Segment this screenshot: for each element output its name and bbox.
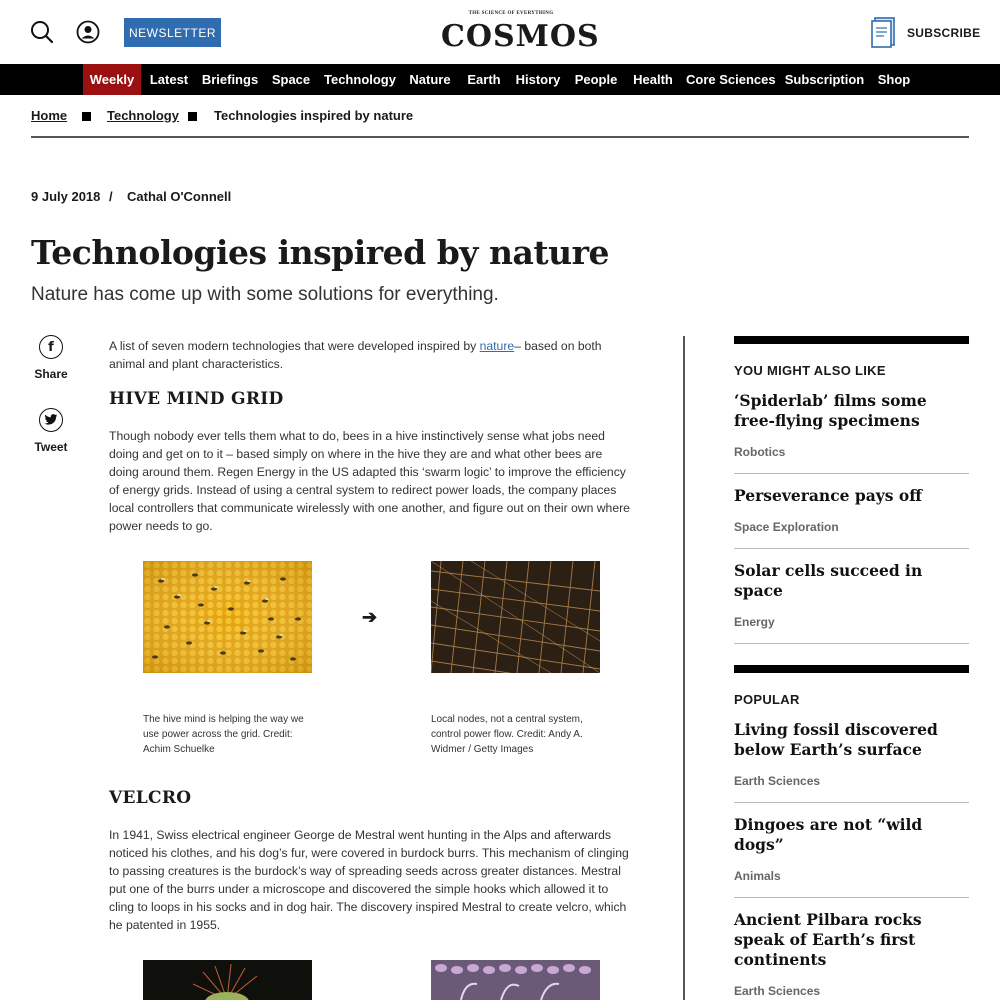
honeycomb-bees-image (143, 561, 312, 673)
breadcrumb-separator-icon (188, 112, 197, 121)
nav-item-history[interactable]: History (515, 72, 561, 87)
also-like-item[interactable] (734, 391, 969, 474)
also-like-title[interactable]: Perseverance pays off (734, 486, 922, 505)
section-body-hive-mind: Though nobody ever tells them what to do, bees in a hive instinctively sense what jobs need doing and get on to it – based simply on where in the hive they are and what other bees are doing around them. Regen Energy in the US adapted this ‘swarm logic’ to improve the efficiency of energy grids. Instead of using a central system to redirect power loads, the company places local controllers that communicate wirelessly with one another, and figure out on their own where power needs to go. (109, 429, 630, 533)
breadcrumb-home[interactable]: Home (31, 108, 68, 123)
popular-title[interactable]: Living fossil discovered below Earth’s surface (734, 720, 938, 759)
image-caption-hive: The hive mind is helping the way we use power across the grid. Credit: Achim Schuelke (143, 714, 304, 755)
site-header (0, 0, 1000, 64)
also-like-heading: YOU MIGHT ALSO LIKE (734, 363, 886, 378)
search-icon[interactable] (30, 20, 54, 44)
magazine-icon[interactable] (870, 17, 896, 48)
breadcrumb-separator-icon (82, 112, 91, 121)
popular-category: Earth Sciences (734, 984, 821, 998)
nature-link[interactable]: nature (479, 339, 515, 353)
also-like-category: Robotics (734, 445, 786, 459)
popular-item[interactable] (734, 720, 969, 803)
nav-item-earth[interactable]: Earth (467, 72, 501, 87)
popular-title[interactable]: Dingoes are not “wild dogs” (734, 815, 923, 854)
article-intro: A list of seven modern technologies that were developed inspired by nature– based on both animal and plant characteristics. (109, 339, 602, 371)
nav-item-core-sciences[interactable]: Core Sciences (686, 72, 776, 87)
section-heading-velcro: VELCRO (109, 788, 192, 808)
site-logo[interactable]: COSMOS (441, 19, 600, 54)
burdock-burr-image (143, 960, 312, 1000)
subscribe-link[interactable]: SUBSCRIBE (907, 26, 981, 40)
logo-tagline: THE SCIENCE OF EVERYTHING (468, 11, 554, 16)
tweet-button[interactable] (31, 408, 71, 454)
article-author[interactable]: Cathal O'Connell (127, 189, 232, 204)
nav-item-shop[interactable]: Shop (877, 72, 911, 87)
facebook-icon: f (39, 335, 63, 359)
velcro-hooks-image (431, 960, 600, 1000)
panel-top-bar (734, 336, 969, 344)
account-icon[interactable] (76, 20, 100, 44)
nav-item-weekly[interactable]: Weekly (83, 64, 141, 95)
breadcrumb-technology[interactable]: Technology (107, 108, 179, 123)
popular-category: Animals (734, 869, 781, 883)
share-label: Share (34, 367, 68, 381)
also-like-title[interactable]: ‘Spiderlab’ films some free-flying specimens (734, 391, 927, 430)
breadcrumb-current: Technologies inspired by nature (214, 108, 414, 123)
nav-item-technology[interactable]: Technology (324, 72, 396, 87)
also-like-title[interactable]: Solar cells succeed in space (734, 561, 923, 600)
share-button[interactable] (31, 335, 71, 381)
nav-item-subscription[interactable]: Subscription (784, 72, 865, 87)
popular-title[interactable]: Ancient Pilbara rocks speak of Earth’s first continents (734, 910, 922, 969)
header-divider (31, 136, 969, 138)
popular-category: Earth Sciences (734, 774, 821, 788)
also-like-item[interactable] (734, 486, 969, 549)
popular-heading: POPULAR (734, 692, 800, 707)
nav-item-briefings[interactable]: Briefings (201, 72, 259, 87)
grid-nodes-image (431, 561, 600, 673)
nav-item-latest[interactable]: Latest (149, 72, 189, 87)
section-body-velcro: In 1941, Swiss electrical engineer George de Mestral went hunting in the Alps and afterwards noticed his clothes, and his dog’s fur, were covered in burdock burrs. This mechanism of clinging to passing creatures is the burdock’s way of spreading seeds across greater distances. Mestral put one of the burrs under a microscope and discovered the simple hooks which allowed it to cling to loops in his socks and in dog hair. The discovery inspired Mestral to create velcro, which he patented in 1955. (109, 828, 629, 932)
also-like-category: Space Exploration (734, 520, 839, 534)
nav-item-space[interactable]: Space (271, 72, 311, 87)
section-heading-hive-mind: HIVE MIND GRID (109, 389, 284, 409)
popular-panel (734, 665, 969, 1000)
nav-item-nature[interactable]: Nature (409, 72, 451, 87)
article-date: 9 July 2018 (31, 189, 101, 204)
article-title: Technologies inspired by nature (31, 233, 609, 272)
also-like-category: Energy (734, 615, 775, 629)
article-subtitle: Nature has come up with some solutions for everything. (31, 284, 499, 305)
newsletter-button[interactable]: NEWSLETTER (124, 18, 221, 47)
twitter-icon (39, 408, 63, 432)
panel-top-bar (734, 665, 969, 673)
tweet-label: Tweet (34, 440, 68, 454)
nav-item-health[interactable]: Health (633, 72, 673, 87)
also-like-item[interactable] (734, 561, 969, 644)
popular-item[interactable] (734, 815, 969, 898)
main-nav (0, 64, 1000, 95)
nav-item-people[interactable]: People (574, 72, 618, 87)
sidebar-divider (683, 336, 685, 1000)
arrow-right-icon: ➔ (362, 607, 378, 627)
popular-item[interactable] (734, 910, 969, 1000)
image-caption-grid: Local nodes, not a central system, control power flow. Credit: Andy A. Widmer / Getty Images (431, 714, 583, 755)
also-like-panel (734, 336, 969, 644)
meta-separator: / (109, 189, 113, 204)
